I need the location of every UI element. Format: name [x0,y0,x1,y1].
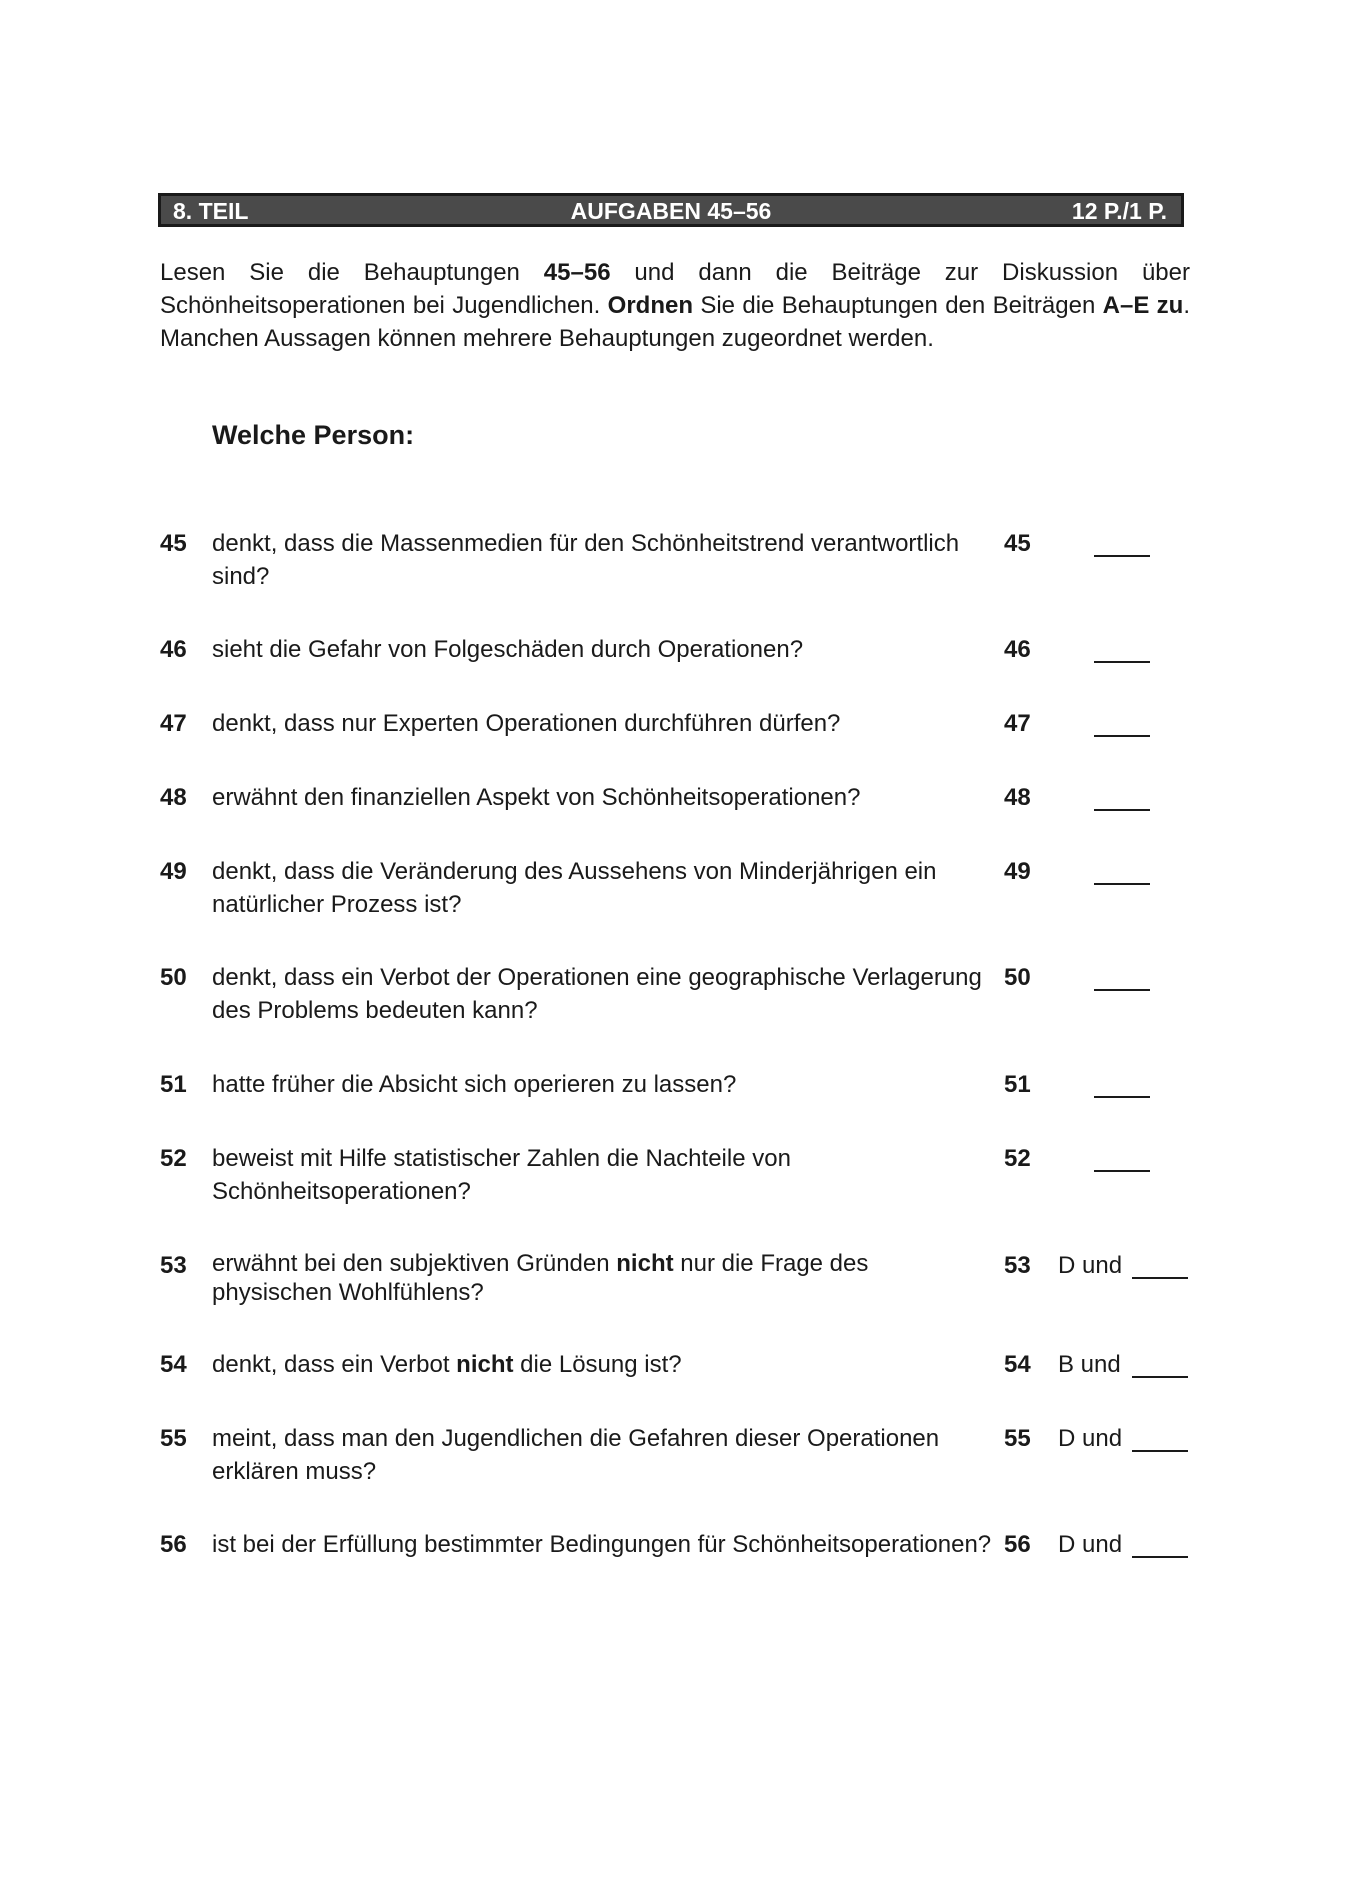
question-number: 51 [160,1071,187,1098]
instructions-text: Sie die Behauptungen den Beiträgen [693,292,1103,319]
answer-blank[interactable] [1132,1556,1188,1558]
answer-blank[interactable] [1094,555,1150,557]
answer-blank[interactable] [1132,1376,1188,1378]
answer-number: 54 [1004,1351,1031,1378]
question-text: denkt, dass nur Experten Operationen durchführen dürfen? [212,710,841,737]
question-text [212,1348,992,1381]
answer-blank[interactable] [1094,883,1150,885]
answer-number: 48 [1004,784,1031,811]
instructions-text: . Manchen Aussagen können mehrere Behauptungen zugeordnet werden. [160,292,1190,352]
answer-number: 50 [1004,964,1031,991]
answer-number: 52 [1004,1145,1031,1172]
instructions-bold-verb: Ordnen [607,292,693,319]
question-text: hatte früher die Absicht sich operieren zu lassen? [212,1071,737,1098]
question-text: erwähnt den finanziellen Aspekt von Schönheitsoperationen? [212,784,861,811]
question-number: 47 [160,710,187,737]
question-text-part: erwähnt bei den subjektiven Gründen [212,1250,617,1277]
question-text: denkt, dass ein Verbot der Operationen eine geographische Verlagerung des Problems bedeuten kann? [212,964,982,1024]
answer-prefill: B und [1058,1351,1121,1378]
instructions-text: Lesen Sie die Behauptungen [160,259,544,286]
instructions-bold-letters: A–E zu [1102,292,1184,319]
question-text: denkt, dass die Massenmedien für den Schönheitstrend verantwortlich sind? [212,530,960,590]
question-number: 46 [160,636,187,663]
question-number: 55 [160,1425,187,1452]
question-text-bold: nicht [616,1250,674,1277]
question-number: 49 [160,858,187,885]
instructions-text: und dann die Beiträge zur Diskussion über Schönheitsoperationen bei Jugendlichen. [160,259,1190,319]
answer-prefill: D und [1058,1425,1123,1452]
answer-blank[interactable] [1094,661,1150,663]
answer-number: 46 [1004,636,1031,663]
answer-prefill: D und [1058,1531,1123,1558]
answer-blank[interactable] [1094,989,1150,991]
answer-blank[interactable] [1094,809,1150,811]
instructions-bold-range: 45–56 [543,259,611,286]
question-number: 48 [160,784,187,811]
question-text-part: die Lösung ist? [513,1351,682,1378]
question-number: 56 [160,1531,187,1558]
question-text: denkt, dass die Veränderung des Aussehens von Minderjährigen ein natürlicher Prozess ist? [212,858,937,918]
question-text-part: denkt, dass ein Verbot [212,1351,457,1378]
answer-number: 51 [1004,1071,1031,1098]
question-number: 52 [160,1145,187,1172]
answer-blank[interactable] [1094,735,1150,737]
question-number: 54 [160,1351,187,1378]
section-header-part: 8. TEIL [173,198,249,224]
answer-number: 53 [1004,1252,1031,1279]
section-header-title: AUFGABEN 45–56 [570,198,772,224]
answer-blank[interactable] [1132,1450,1188,1452]
question-subheading: Welche Person: [212,420,415,450]
question-number: 45 [160,530,187,557]
answer-number: 49 [1004,858,1031,885]
answer-prefill: D und [1058,1252,1123,1279]
question-text-part: nur die Frage des physischen Wohlfühlens? [212,1250,869,1306]
question-text: ist bei der Erfüllung bestimmter Bedingungen für Schönheitsoperationen? [212,1531,992,1558]
section-header-bar [158,193,1184,227]
answer-number: 56 [1004,1531,1031,1558]
answer-blank[interactable] [1094,1096,1150,1098]
answer-number: 45 [1004,530,1031,557]
instructions-paragraph [160,256,1190,355]
question-text [212,1249,992,1307]
question-text: sieht die Gefahr von Folgeschäden durch Operationen? [212,636,804,663]
question-number: 53 [160,1252,187,1279]
answer-number: 55 [1004,1425,1031,1452]
section-header-points: 12 P./1 P. [1071,198,1167,224]
answer-blank[interactable] [1132,1277,1188,1279]
question-text-bold: nicht [456,1351,514,1378]
answer-number: 47 [1004,710,1031,737]
question-text: meint, dass man den Jugendlichen die Gefahren dieser Operationen erklären muss? [212,1425,940,1485]
question-text: beweist mit Hilfe statistischer Zahlen die Nachteile von Schönheitsoperationen? [212,1145,791,1205]
answer-blank[interactable] [1094,1170,1150,1172]
question-number: 50 [160,964,187,991]
